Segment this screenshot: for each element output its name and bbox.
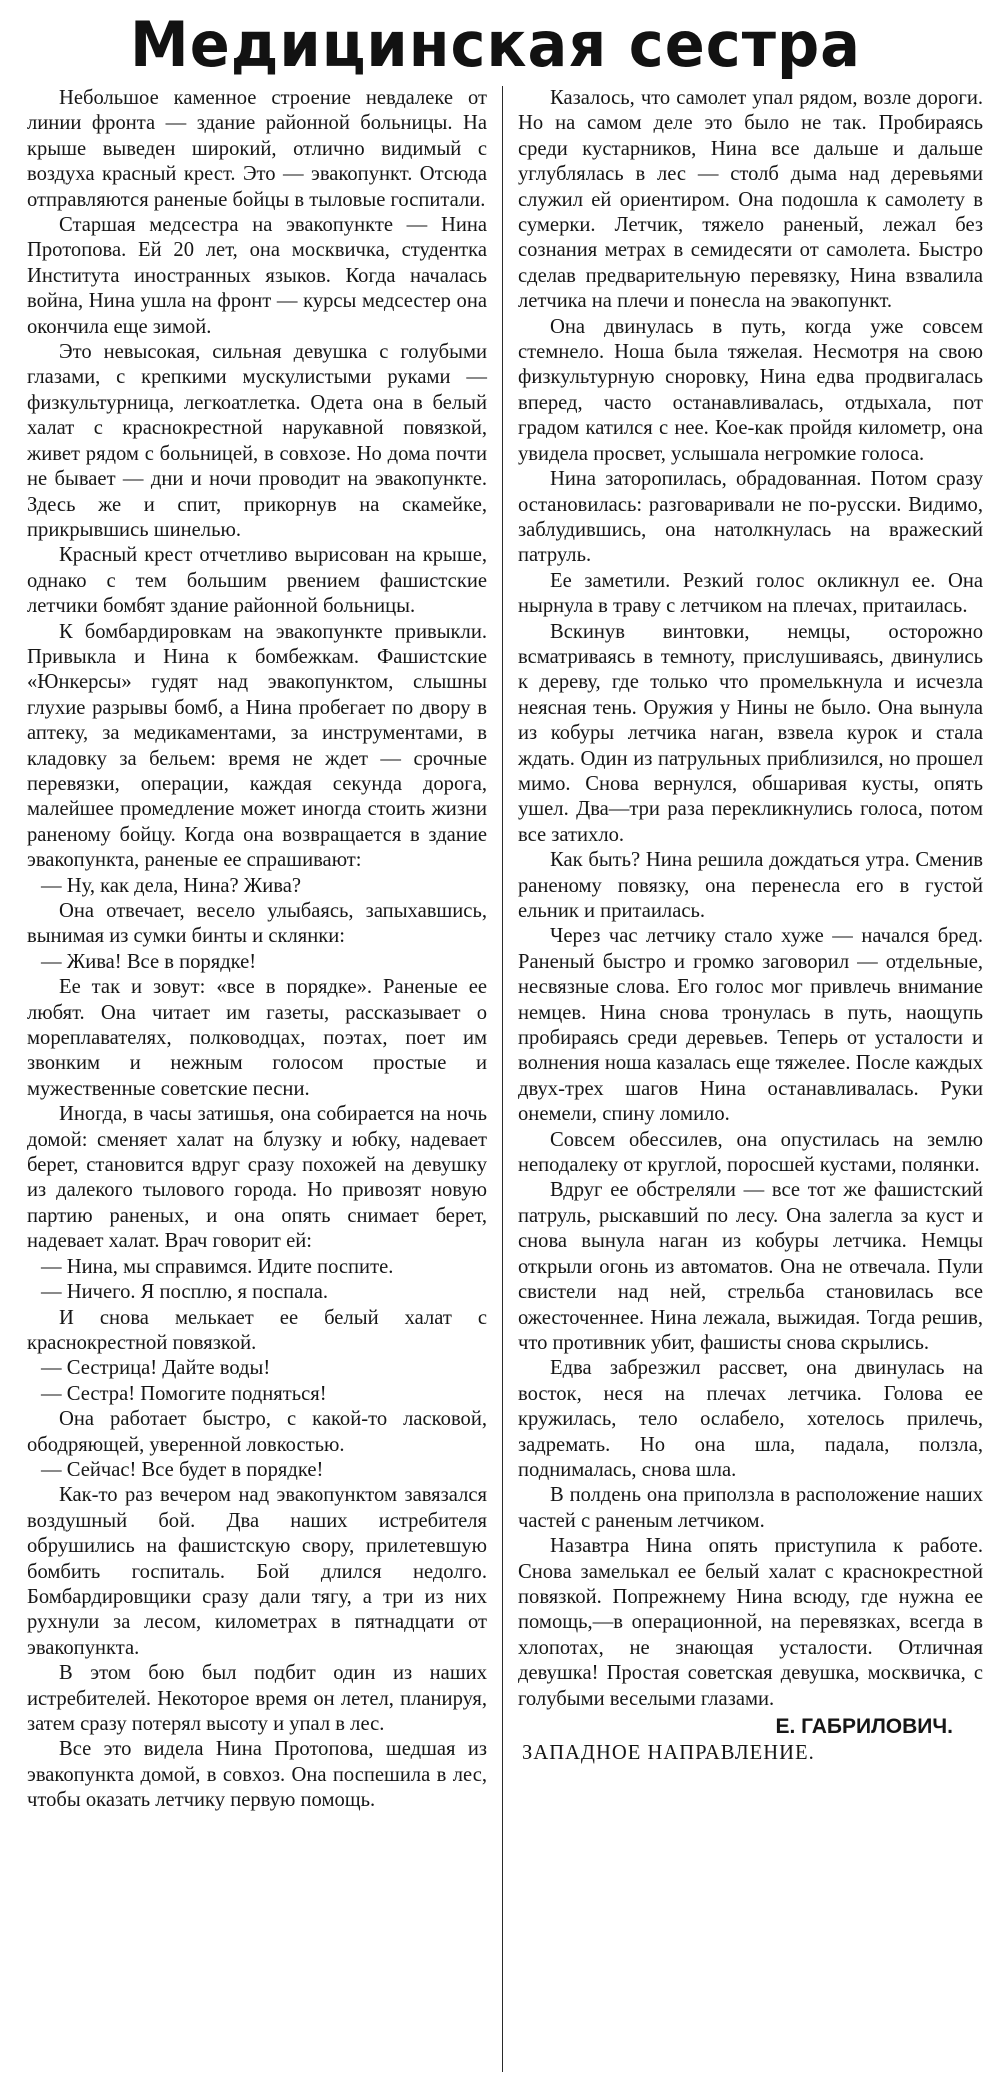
paragraph: Иногда, в часы затишья, она собирается на ночь домой: сменяет халат на блузку и юбку, надевает берет, становится вдруг сразу похожей на девушку из далекого тылового города. Но привозят новую партию раненых, и она опять снимает берет, надевает халат. Врач говорит ей: <box>27 1103 487 1253</box>
paragraph: Как-то раз вечером над эвакопунктом завязался воздушный бой. Два наших истребителя обрушились на фашистскую свору, прилетевшую бомбить госпиталь. Бой длился недолго. Бомбардировщики сразу дали тягу, а три из них рухнули за лесом, километрах в пятнадцати от эвакопункта. <box>27 1484 487 1659</box>
paragraph: Вдруг ее обстреляли — все тот же фашистский патруль, рыскавший по лесу. Она залегла за куст и снова вынула наган из кобуры летчика. Немцы открыли огонь из автоматов. Она не отвечала. Пули свистели над ней, стрельба становилась все ожесточеннее. Нина лежала, выжидая. Тогда решив, что противник убит, фашисты снова скрылись. <box>518 1179 983 1354</box>
dialog-line: — Сестрица! Дайте воды! <box>41 1357 271 1380</box>
dialog-line: — Ничего. Я посплю, я поспала. <box>41 1281 328 1304</box>
paragraph: Как быть? Нина решила дождаться утра. Сменив раненому повязку, она перенесла его в густой ельник и притаилась. <box>518 849 983 922</box>
paragraph: Вскинув винтовки, немцы, осторожно всматриваясь в темноту, прислушиваясь, двинулись к дереву, где только что промелькнула и исчезла неясная тень. Оружия у Нины не было. Она вынула из кобуры летчика наган, взвела курок и стала ждать. Один из патрульных приблизился, но прошел мимо. Снова вернулся, обшаривая кусты, опять ушел. Два—три раза перекликнулись голоса, потом все затихло. <box>518 620 983 846</box>
left-column <box>27 86 487 2076</box>
dialog-line: — Сестра! Помогите подняться! <box>41 1382 327 1405</box>
paragraph: Все это видела Нина Протопова, шедшая из эвакопункта домой, в совхоз. Она поспешила в лес, чтобы оказать летчику первую помощь. <box>27 1738 487 1812</box>
paragraph: К бомбардировкам на эвакопункте привыкли. Привыкла и Нина к бомбежкам. Фашистские «Юнкерсы» гудят над эвакопунктом, слышны глухие разрывы бомб, а Нина пробегает по двору в аптеку, за медикаментами, за инструментами, в кладовку за бельем: время не ждет — срочные перевязки, операции, каждая секунда дорога, малейшее промедление может иногда стоить жизни раненому бойцу. Когда она возвращается в здание эвакопункта, раненые ее спрашивают: <box>27 620 487 872</box>
dialog-line: — Сейчас! Все будет в порядке! <box>41 1458 324 1481</box>
paragraph: Казалось, что самолет упал рядом, возле дороги. Но на самом деле это было не так. Пробираясь среди кустарников, Нина все дальше и дальше углублялась в лес — столб дыма над деревьями служил ей ориентиром. Она подошла к самолету в сумерки. Летчик, тяжело раненый, лежал без сознания метрах в семидесяти от самолета. Быстро сделав предварительную перевязку, Нина взвалила летчика на плечи и понесла на эвакопункт. <box>518 87 983 313</box>
right-column <box>518 86 983 2076</box>
paragraph: Она работает быстро, с какой-то ласковой, ободряющей, уверенной ловкостью. <box>27 1408 487 1456</box>
paragraph: Красный крест отчетливо вырисован на крыше, однако с тем большим рвением фашистские летчики бомбят здание районной больницы. <box>27 544 487 618</box>
paragraph: Ее заметили. Резкий голос окликнул ее. Она нырнула в траву с летчиком на плечах, притаилась. <box>518 569 983 618</box>
paragraph: Назавтра Нина опять приступила к работе. Снова замелькал ее белый халат с краснокрестной повязкой. Попрежнему Нина всюду, где нужна ее помощь,—в операционной, на перевязках, всегда в хлопотах, не знающая усталости. Отличная девушка! Простая советская девушка, москвичка, с голубыми веселыми глазами. <box>518 1535 983 1710</box>
paragraph: Это невысокая, сильная девушка с голубыми глазами, с крепкими мускулистыми руками — физкультурница, легкоатлетка. Одета она в белый халат с краснокрестной нарукавной повязкой, живет рядом с больницей, в совхозе. Но дома почти не бывает — дни и ночи проводит на эвакопункте. Здесь же и спит, прикорнув на скамейке, прикрывшись шинелью. <box>27 341 487 541</box>
paragraph: Совсем обессилев, она опустилась на землю неподалеку от круглой, поросшей кустами, полянки. <box>518 1128 983 1177</box>
paragraph: В этом бою был подбит один из наших истребителей. Некоторое время он летел, планируя, затем сразу потерял высоту и упал в лес. <box>27 1662 487 1735</box>
dialog-line: — Нина, мы справимся. Идите поспите. <box>41 1255 394 1278</box>
paragraph: Небольшое каменное строение невдалеке от линии фронта — здание районной больницы. На крыше выведен широкий, отлично видимый с воздуха красный крест. Это — эвакопункт. Отсюда отправляются раненые бойцы в тыловые госпитали. <box>27 87 487 211</box>
paragraph: Она отвечает, весело улыбаясь, запыхавшись, вынимая из сумки бинты и склянки: <box>27 900 487 948</box>
article-title: Медицинская сестра <box>129 8 861 81</box>
dateline: ЗАПАДНОЕ НАПРАВЛЕНИЕ. <box>522 1742 815 1764</box>
paragraph: Старшая медсестра на эвакопункте — Нина Протопова. Ей 20 лет, она москвичка, студентка Института иностранных языков. Когда началась война, Нина ушла на фронт — курсы медсестер она окончила еще зимой. <box>27 214 487 338</box>
dialog-line: — Ну, как дела, Нина? Жива? <box>41 874 302 897</box>
paragraph: В полдень она приползла в расположение наших частей с раненым летчиком. <box>518 1484 983 1532</box>
author-signature: Е. ГАБРИЛОВИЧ. <box>775 1715 953 1738</box>
paragraph: Она двинулась в путь, когда уже совсем стемнело. Ноша была тяжелая. Несмотря на свою физкультурную сноровку, Нина едва продвигалась вперед, часто останавливалась, отдыхала, пот градом катился с нее. Кое-как пройдя километр, она увидела просвет, услышала негромкие голоса. <box>518 315 983 465</box>
paragraph: Нина заторопилась, обрадованная. Потом сразу остановилась: разговаривали не по-русски. Видимо, заблудившись, она натолкнулась на вражеский патруль. <box>518 468 983 567</box>
paragraph: И снова мелькает ее белый халат с краснокрестной повязкой. <box>27 1306 487 1354</box>
paragraph: Ее так и зовут: «все в порядке». Раненые ее любят. Она читает им газеты, рассказывает о мореплавателях, полководцах, поэтах, поет им звонким и нежным голосом простые и мужественные советские песни. <box>27 976 487 1100</box>
paragraph: Едва забрезжил рассвет, она двинулась на восток, неся на плечах летчика. Голова ее кружилась, тело ослабело, хотелось прилечь, задремать. Но она шла, падала, ползла, поднималась, снова шла. <box>518 1357 983 1481</box>
paragraph: Через час летчику стало хуже — начался бред. Раненый быстро и громко заговорил — отдельные, несвязные слова. Его голос мог привлечь внимание немцев. Нина снова тронулась в путь, наощупь пробираясь среди деревьев. Теперь от усталости и волнения ноша казалась еще тяжелее. После каждых двух-трех шагов Нина останавливалась. Руки онемели, спину ломило. <box>518 925 983 1126</box>
column-divider <box>502 86 503 2072</box>
dialog-line: — Жива! Все в порядке! <box>41 950 257 973</box>
